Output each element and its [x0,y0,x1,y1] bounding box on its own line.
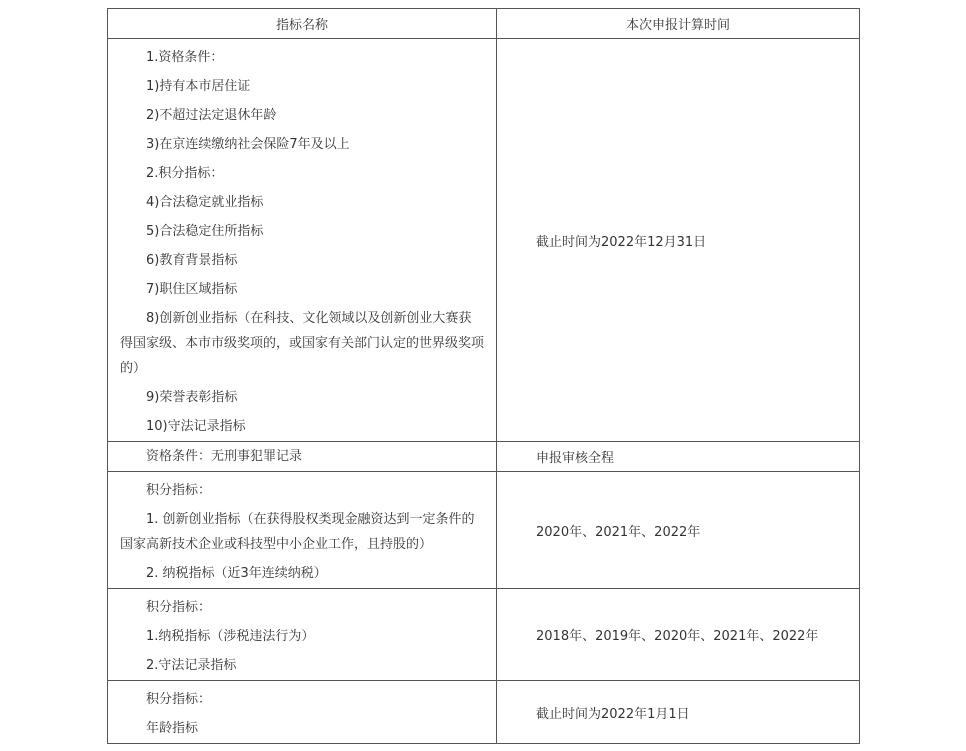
table-row [108,442,860,472]
indicator-table [107,8,860,744]
indicator-line: 4)合法稳定就业指标 [146,195,264,210]
time-cell [497,442,860,472]
time-cell [497,589,860,681]
indicator-line: 10)守法记录指标 [146,419,246,434]
indicator-line: 积分指标： [146,483,212,498]
time-cell [497,681,860,744]
indicator-line: 5)合法稳定住所指标 [146,224,264,239]
calculation-time: 2018年、2019年、2020年、2021年、2022年 [536,629,819,644]
indicator-cell [108,39,497,442]
indicator-line: 1)持有本市居住证 [146,79,251,94]
indicator-line: 1. 创新创业指标（在获得股权类现金融资达到一定条件的国家高新技术企业或科技型中小企业工作，且持股的） [120,512,475,552]
indicator-cell [108,681,497,744]
header-calculation-time: 本次申报计算时间 [497,9,860,39]
indicator-line: 7)职住区域指标 [146,282,238,297]
indicator-line: 8)创新创业指标（在科技、文化领域以及创新创业大赛获得国家级、本市市级奖项的，或国家有关部门认定的世界级奖项的） [120,311,485,376]
header-indicator-name: 指标名称 [108,9,497,39]
indicator-cell [108,472,497,589]
time-cell [497,472,860,589]
indicator-line: 3)在京连续缴纳社会保险7年及以上 [146,137,350,152]
calculation-time: 申报审核全程 [536,451,615,466]
indicator-line: 6)教育背景指标 [146,253,238,268]
indicator-line: 2.守法记录指标 [146,658,237,673]
indicator-cell [108,442,497,472]
indicator-line: 1.资格条件： [146,50,224,65]
indicator-line: 资格条件：无刑事犯罪记录 [146,449,303,464]
indicator-line: 积分指标： [146,692,212,707]
indicator-line: 2)不超过法定退休年龄 [146,108,277,123]
indicator-line: 2.积分指标： [146,166,224,181]
indicator-line: 年龄指标 [146,721,199,736]
calculation-time: 截止时间为2022年12月31日 [536,234,707,250]
indicator-line: 1.纳税指标（涉税违法行为） [146,629,315,644]
calculation-time: 2020年、2021年、2022年 [536,524,701,540]
indicator-line: 2. 纳税指标（近3年连续纳税） [146,566,327,581]
table-row [108,472,860,589]
indicator-line: 9)荣誉表彰指标 [146,390,238,405]
table-row [108,589,860,681]
table-row [108,681,860,744]
indicator-cell [108,589,497,681]
table-header-row [108,9,860,39]
calculation-time: 截止时间为2022年1月1日 [536,706,690,722]
indicator-line: 积分指标： [146,600,212,615]
table-row [108,39,860,442]
time-cell [497,39,860,442]
